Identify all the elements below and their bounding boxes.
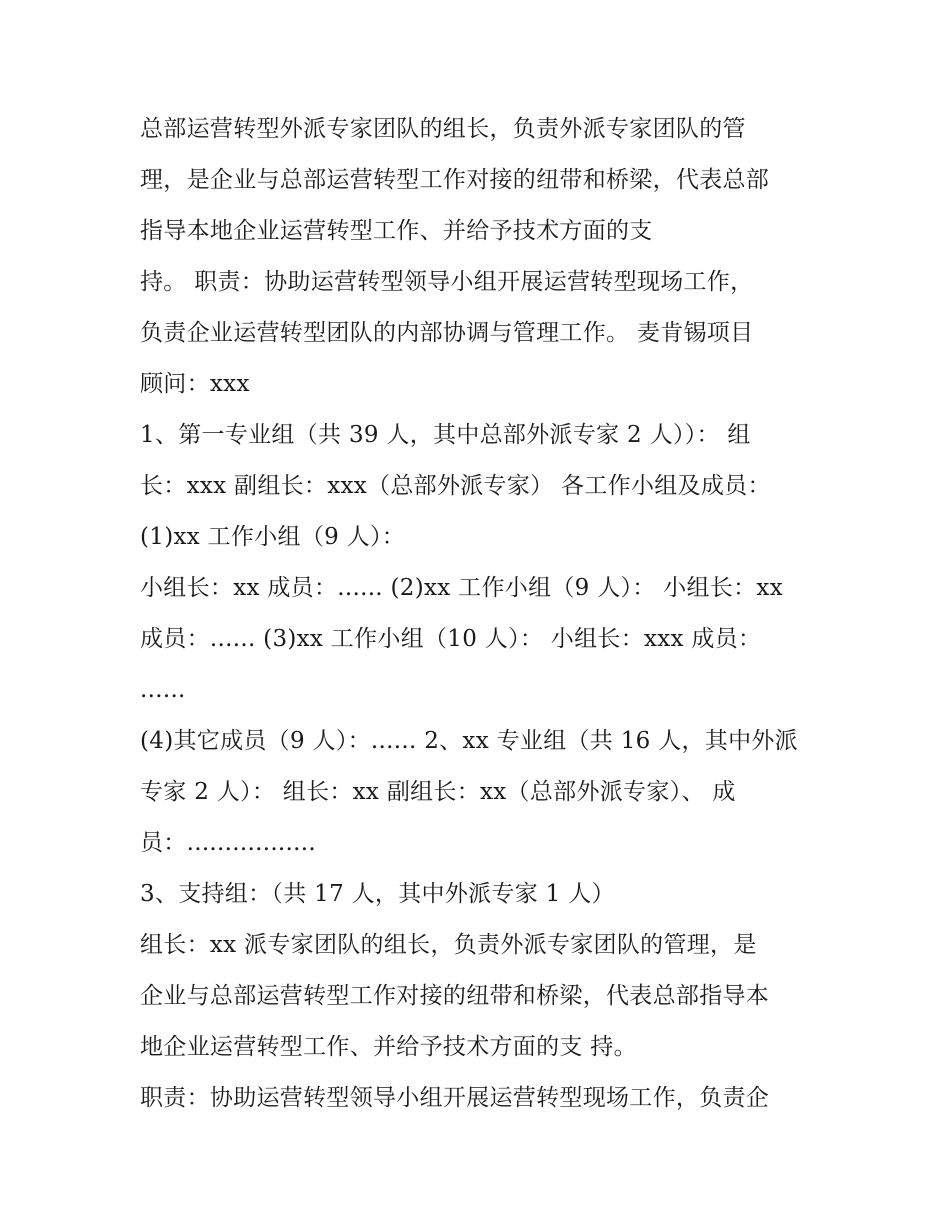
text-line: 顾问：xxx [140,371,250,397]
text-line: 组长：xx 派专家团队的组长，负责外派专家团队的管理，是 [140,932,757,958]
text-line: 职责：协助运营转型领导小组开展运营转型现场工作，负责企 [140,1085,770,1111]
text-line: 成员：...... (3)xx 工作小组（10 人）： 小组长：xxx 成员： [140,626,762,652]
text-line: 1、第一专业组（共 39 人，其中总部外派专家 2 人））： 组 [140,422,751,448]
text-line: 员：................. [140,830,316,856]
body-text [140,104,820,1124]
text-line: 负责企业运营转型团队的内部协调与管理工作。 麦肯锡项目 [140,320,754,346]
text-line: 长：xxx 副组长：xxx（总部外派专家） 各工作小组及成员： [140,473,771,499]
text-line: 3、支持组：（共 17 人，其中外派专家 1 人） [140,881,615,907]
text-line: 小组长：xx 成员：...... (2)xx 工作小组（9 人）： 小组长：xx [140,575,783,601]
text-line: 理，是企业与总部运营转型工作对接的纽带和桥梁，代表总部 [140,167,770,193]
text-line: ...... [140,677,186,703]
text-line: (4)其它成员（9 人）：...... 2、xx 专业组（共 16 人，其中外派 [140,728,798,754]
text-line: 指导本地企业运营转型工作、并给予技术方面的支 [140,218,653,244]
text-line: (1)xx 工作小组（9 人）： [140,524,406,550]
text-line: 持。 职责：协助运营转型领导小组开展运营转型现场工作， [140,269,754,295]
text-line: 总部运营转型外派专家团队的组长，负责外派专家团队的管 [140,116,746,142]
text-line: 企业与总部运营转型工作对接的纽带和桥梁，代表总部指导本 [140,983,770,1009]
text-line: 地企业运营转型工作、并给予技术方面的支 持。 [140,1034,637,1060]
text-line: 专家 2 人）： 组长：xx 副组长：xx（总部外派专家）、 成 [140,779,736,805]
